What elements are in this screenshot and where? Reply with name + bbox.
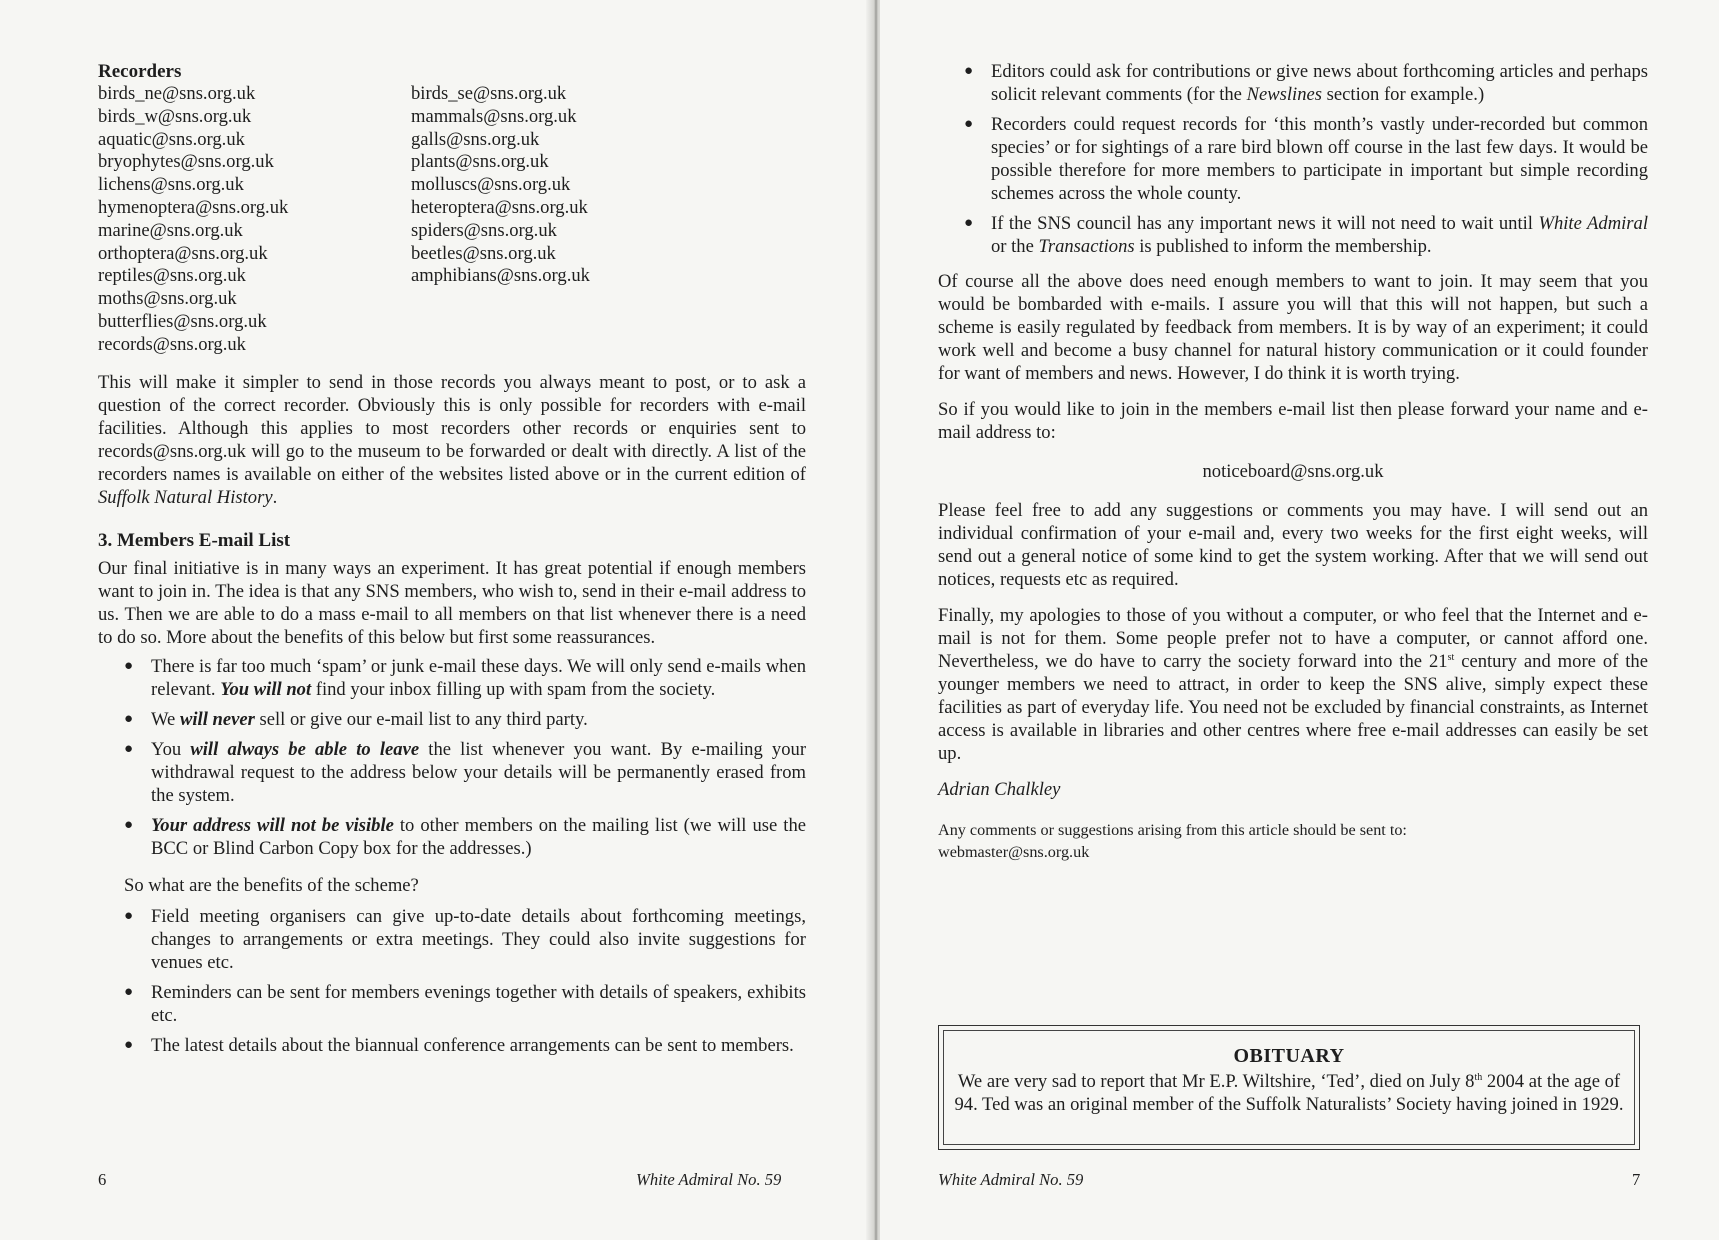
reassurance-item: ● There is far too much ‘spam’ or junk e-mail these days. We will only send e-mails when relevant. You will not find your inbox filling up with spam from the society. xyxy=(124,655,806,700)
right-page xyxy=(880,0,1719,1240)
recorder-email: birds_ne@sns.org.uk xyxy=(98,83,256,104)
benefit-item: ● Reminders can be sent for members evenings together with details of speakers, exhibits etc. xyxy=(124,981,806,1026)
recorders-paragraph: This will make it simpler to send in those records you always meant to post, or to ask a question of the correct recorder. Obviously this is only possible for recorders with e-mail facilities. Although this applies to most recorders other records or enquiries sent to records@sns.org.uk will go to the museum to be forwarded or dealt with directly. A list of the recorders names is available on either of the websites listed above or in the current edition of Suffolk Natural History. xyxy=(98,371,806,508)
recorder-email: birds_w@sns.org.uk xyxy=(98,105,252,127)
right-page-text xyxy=(938,60,1648,863)
recorder-email: amphibians@sns.org.uk xyxy=(411,265,590,287)
recorder-email: plants@sns.org.uk xyxy=(411,151,549,173)
recorder-email: reptiles@sns.org.uk xyxy=(98,265,246,287)
obituary-inner-border xyxy=(943,1030,1635,1145)
noticeboard-email: noticeboard@sns.org.uk xyxy=(1202,461,1384,482)
recorder-email: spiders@sns.org.uk xyxy=(411,219,557,241)
webmaster-email: webmaster@sns.org.uk xyxy=(938,843,1090,861)
bullet-icon: ● xyxy=(124,816,134,833)
recorder-email: heteroptera@sns.org.uk xyxy=(411,196,588,218)
paragraph-join: So if you would like to join in the members e-mail list then please forward your name and e-mail address to: xyxy=(938,399,1648,443)
uses-list xyxy=(938,60,1648,258)
author-signature: Adrian Chalkley xyxy=(938,779,1061,800)
benefits-question: So what are the benefits of the scheme? xyxy=(124,874,419,896)
bullet-icon: ● xyxy=(124,907,134,924)
section-3-heading: 3. Members E-mail List xyxy=(98,529,291,551)
bullet-icon: ● xyxy=(124,657,134,674)
recorder-email: bryophytes@sns.org.uk xyxy=(98,151,274,173)
reassurance-item: ● You will always be able to leave the list whenever you want. By e-mailing your withdrawal request to the address below your details will be permanently erased from the system. xyxy=(124,738,807,806)
recorders-list xyxy=(98,83,806,357)
recorder-email: beetles@sns.org.uk xyxy=(411,242,556,264)
recorder-email: hymenoptera@sns.org.uk xyxy=(98,196,289,218)
page-number-right: 7 xyxy=(1632,1170,1641,1189)
bullet-icon: ● xyxy=(964,116,974,132)
bullet-icon: ● xyxy=(124,983,134,1000)
comments-note: Any comments or suggestions arising from this article should be sent to: xyxy=(938,821,1407,839)
bullet-icon: ● xyxy=(124,710,134,727)
recorder-email: molluscs@sns.org.uk xyxy=(411,174,571,196)
footer-title-left: White Admiral No. 59 xyxy=(636,1170,782,1189)
recorder-email: birds_se@sns.org.uk xyxy=(411,83,567,104)
left-page-text xyxy=(98,60,806,1064)
recorders-heading: Recorders xyxy=(98,61,182,82)
section-3-intro: Our final initiative is in many ways an experiment. It has great potential if enough members want to join in. The idea is that any SNS members, who wish to, send in their e-mail address to us. Then we are able to do a mass e-mail to all members on that list whenever there is a need to do so. More about the benefits of this below but first some reassurances. xyxy=(98,557,806,648)
reassurances-list xyxy=(98,655,806,860)
recorder-email: galls@sns.org.uk xyxy=(411,128,540,150)
obituary-title: OBITUARY xyxy=(1233,1045,1345,1067)
recorder-email: butterflies@sns.org.uk xyxy=(98,310,267,332)
use-item: ● Editors could ask for contributions or give news about forthcoming articles and perhaps solicit relevant comments (for the Newslines section for example.) xyxy=(964,61,1648,105)
recorder-email: lichens@sns.org.uk xyxy=(98,174,244,196)
recorder-email: moths@sns.org.uk xyxy=(98,288,237,310)
recorder-email: marine@sns.org.uk xyxy=(98,219,243,241)
page-number-left: 6 xyxy=(98,1170,107,1189)
paragraph-experiment: Of course all the above does need enough members to want to join. It may seem that you would be bombarded with e-mails. I assure you will that this will not happen, but such a scheme is easily regulated by feedback from members. It is by way of an experiment; it could work well and become a busy channel for natural history communication or it could founder for want of members and news. However, I do think it is worth trying. xyxy=(938,271,1648,384)
bullet-icon: ● xyxy=(124,740,134,757)
bullet-icon: ● xyxy=(964,63,974,79)
bullet-icon: ● xyxy=(124,1036,134,1053)
recorder-email: aquatic@sns.org.uk xyxy=(98,128,245,150)
footer-title-right: White Admiral No. 59 xyxy=(938,1170,1084,1189)
reassurance-item: ● We will never sell or give our e-mail list to any third party. xyxy=(124,708,588,730)
use-item: ● If the SNS council has any important news it will not need to wait until White Admiral or the Transactions is published to inform the membership. xyxy=(964,213,1648,257)
recorder-email: records@sns.org.uk xyxy=(98,333,246,355)
recorders-column-2 xyxy=(411,83,724,357)
use-item: ● Recorders could request records for ‘this month’s vastly under-recorded but common species’ or for sightings of a rare bird blown off course in the last few days. It would be possible therefore for more members to participate in important but simple recording schemes across the whole county. xyxy=(964,114,1648,204)
reassurance-item: ● Your address will not be visible to other members on the mailing list (we will use the BCC or Blind Carbon Copy box for the addresses.) xyxy=(124,814,806,859)
paragraph-feedback: Please feel free to add any suggestions or comments you may have. I will send out an individual confirmation of your e-mail and, every two weeks for the first eight weeks, will send out a general notice of some kind to get the system working. After that we will send out notices, requests etc as required. xyxy=(938,500,1648,590)
bullet-icon: ● xyxy=(964,215,974,231)
recorders-column-1 xyxy=(98,83,411,357)
obituary-text: We are very sad to report that Mr E.P. Wiltshire, ‘Ted’, died on July 8th 2004 at the age of 94. Ted was an original member of the Suffolk Naturalists’ Society having joined in 1929. xyxy=(954,1071,1624,1115)
obituary-box xyxy=(938,1025,1640,1150)
benefit-item: ● Field meeting organisers can give up-to-date details about forthcoming meetings, changes to arrangements or extra meetings. They could also invite suggestions for venues etc. xyxy=(124,905,806,973)
recorder-email: orthoptera@sns.org.uk xyxy=(98,242,268,264)
benefits-list xyxy=(98,905,806,1057)
paragraph-apologies: Finally, my apologies to those of you without a computer, or who feel that the Internet and e-mail is not for them. Some people prefer not to have a computer, or cannot afford one. Nevertheless, we do have to carry the society forward into the 21st century and more of the younger members we need to attract, in order to keep the SNS alive, simply expect these facilities as part of everyday life. You need not be excluded by financial constraints, as Internet access is available in libraries and other centres where free e-mail addresses can easily be set up. xyxy=(938,605,1648,764)
benefit-item: ● The latest details about the biannual conference arrangements can be sent to members. xyxy=(124,1034,794,1056)
recorder-email: mammals@sns.org.uk xyxy=(411,105,577,127)
